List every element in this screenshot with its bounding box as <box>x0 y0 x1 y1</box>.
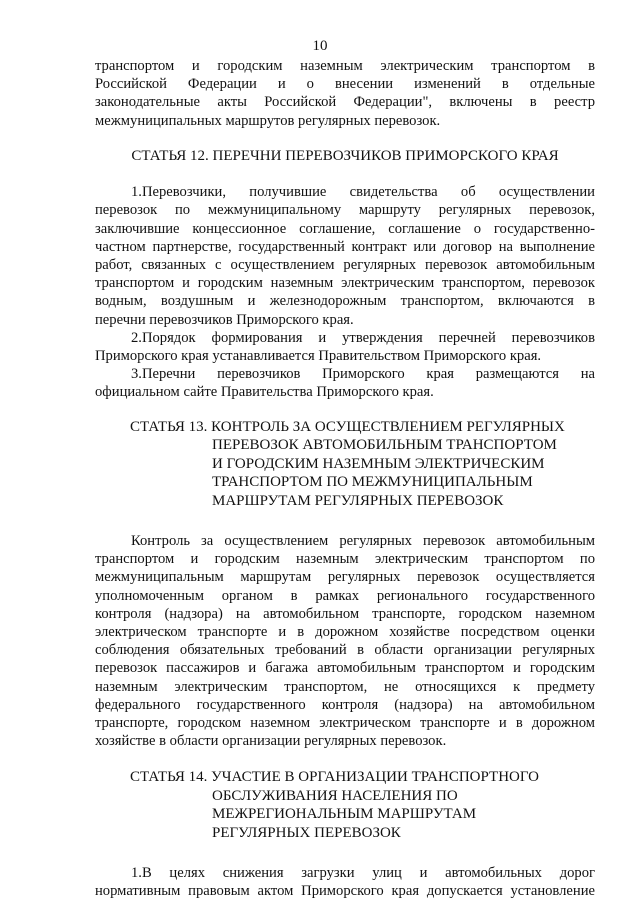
text-line: водным, воздушным и железнодорожным транспортом, включаются в <box>95 293 595 310</box>
text-line: частном партнерстве, государственный контракт или договор на выполнение <box>95 238 595 255</box>
text-line: уполномоченным органом в рамках регионального государственного <box>95 587 595 604</box>
text-line: 1.В целях снижения загрузки улиц и автомобильных дорог <box>131 865 595 882</box>
text-line: перечни перевозчиков Приморского края. <box>95 311 354 328</box>
text-line: транспортом и городским наземным электрическим транспортом, перевозок <box>95 275 595 292</box>
text-line: работ, связанных с осуществлением регулярных перевозок автомобильным <box>95 257 595 273</box>
text-line: Российской Федерации и о внесении изменений в отдельные <box>95 76 595 93</box>
text-line: официальном сайте Правительства Приморского края. <box>95 384 434 401</box>
article-13-paragraph-1 <box>95 532 595 750</box>
text-line: законодательные акты Российской Федерации", включены в реестр <box>95 94 595 111</box>
text-line: хозяйстве в области организации регулярных перевозок. <box>95 733 447 750</box>
text-line: федерального государственного контроля (надзора) на автомобильном <box>95 696 595 713</box>
text-line: заключившие концессионное соглашение, соглашение о государственно- <box>95 220 595 237</box>
text-line: транспортом и городским наземным электрическим транспортом в <box>95 58 595 74</box>
text-line: 2.Порядок формирования и утверждения перечней перевозчиков <box>131 329 595 346</box>
intro-paragraph <box>95 57 595 130</box>
article-12-paragraph-2 <box>95 329 595 365</box>
article-13-heading <box>95 418 595 511</box>
text-line: Приморского края устанавливается Правительством Приморского края. <box>95 347 542 364</box>
heading-line: МАРШРУТАМ РЕГУЛЯРНЫХ ПЕРЕВОЗОК <box>212 492 504 509</box>
text-line: перевозок по межмуниципальному маршруту регулярных перевозок, <box>95 202 595 219</box>
heading-line: СТАТЬЯ 13. КОНТРОЛЬ ЗА ОСУЩЕСТВЛЕНИЕМ РЕГУЛЯРНЫХ <box>130 418 565 435</box>
text-line: нормативным правовым актом Приморского края допускается установление <box>95 883 595 900</box>
text-line: электрическом транспорте и в дорожном хозяйстве посредством оценки <box>95 623 595 640</box>
text-line: контроля (надзора) на автомобильном транспорте, городском наземном <box>95 605 595 622</box>
text-line: 1.Перевозчики, получившие свидетельства об осуществлении <box>131 184 595 201</box>
heading-line: ПЕРЕВОЗОК АВТОМОБИЛЬНЫМ ТРАНСПОРТОМ <box>212 437 557 453</box>
document-body <box>95 57 595 901</box>
text-line: Контроль за осуществлением регулярных перевозок автомобильным <box>131 533 595 549</box>
text-line: наземным электрическим транспортом, не относящихся к предмету <box>95 678 595 695</box>
page-number: 10 <box>312 38 328 54</box>
article-14-heading <box>95 768 595 842</box>
text-line: транспортом и городским наземным электрическим транспортом по <box>95 551 595 568</box>
article-12-paragraph-3 <box>95 365 595 401</box>
text-line: соблюдения обязательных требований в области организации регулярных <box>95 642 595 659</box>
heading-line: ТРАНСПОРТОМ ПО МЕЖМУНИЦИПАЛЬНЫМ <box>212 474 533 490</box>
text-line: межмуниципальным маршрутам регулярных перевозок осуществляется <box>95 569 595 586</box>
heading-line: И ГОРОДСКИМ НАЗЕМНЫМ ЭЛЕКТРИЧЕСКИМ <box>212 455 545 472</box>
text-line: 3.Перечни перевозчиков Приморского края размещаются на <box>131 366 595 383</box>
article-12-paragraph-1 <box>95 183 595 329</box>
text-line: транспорте, городском наземном электрическом транспорте и в дорожном <box>95 714 595 731</box>
heading-line: РЕГУЛЯРНЫХ ПЕРЕВОЗОК <box>212 824 401 841</box>
article-12-heading: СТАТЬЯ 12. ПЕРЕЧНИ ПЕРЕВОЗЧИКОВ ПРИМОРСКОГО КРАЯ <box>131 147 559 164</box>
heading-line: МЕЖРЕГИОНАЛЬНЫМ МАРШРУТАМ <box>212 806 477 823</box>
text-line: межмуниципальных маршрутов регулярных перевозок. <box>95 112 441 129</box>
heading-line: ОБСЛУЖИВАНИЯ НАСЕЛЕНИЯ ПО <box>212 787 458 804</box>
article-14-paragraph-1 <box>95 864 595 900</box>
heading-line: СТАТЬЯ 14. УЧАСТИЕ В ОРГАНИЗАЦИИ ТРАНСПОРТНОГО <box>130 769 539 786</box>
text-line: перевозок пассажиров и багажа автомобильным транспортом и городским <box>95 660 595 677</box>
